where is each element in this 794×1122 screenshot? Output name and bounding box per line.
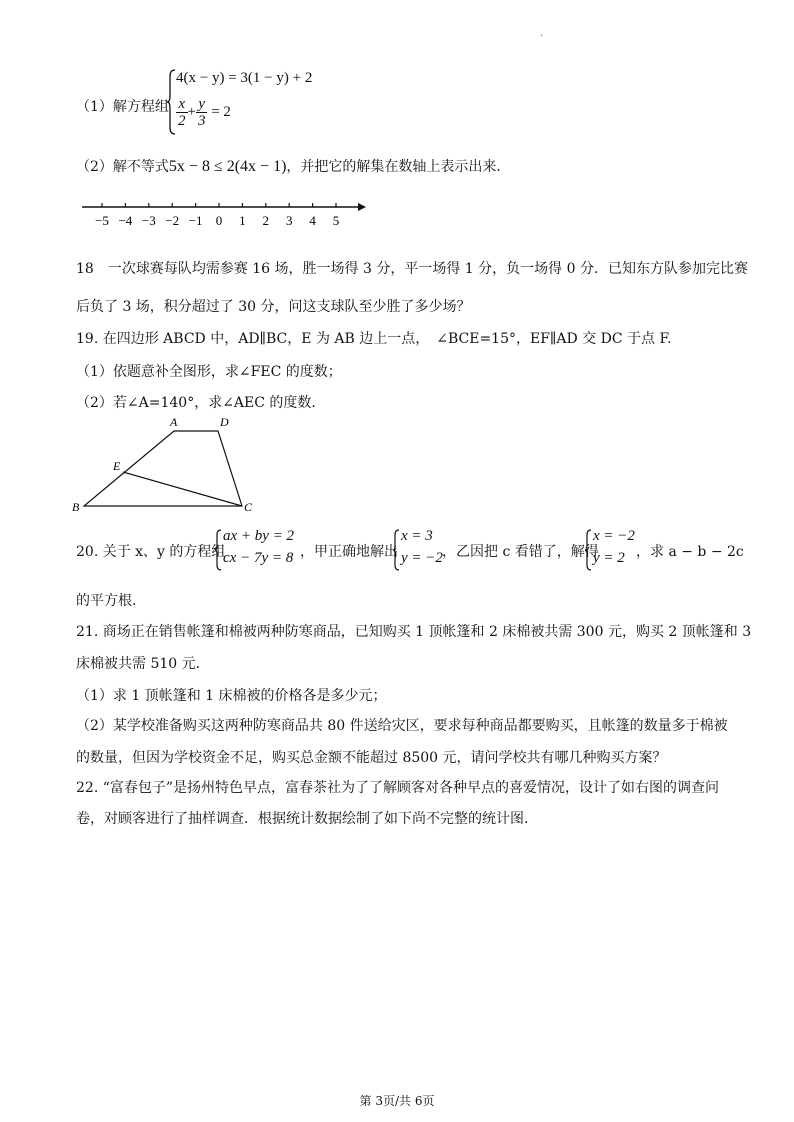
number-line-tick-label: 5 bbox=[332, 213, 340, 228]
label-d: D bbox=[220, 415, 229, 429]
left-brace-icon bbox=[584, 528, 592, 572]
page-footer: 第 3页/共 6页 bbox=[359, 1094, 435, 1108]
arrow-right-icon bbox=[358, 203, 366, 211]
q21-line1: 21. 商场正在销售帐篷和棉被两种防寒商品，已知购买 1 顶帐篷和 2 床棉被共需 300 元，购买 2 顶帐篷和 3 bbox=[76, 624, 752, 640]
q20-system-3: x = −2 y = 2 bbox=[584, 528, 644, 572]
q17-part1-label: （1）解方程组 bbox=[76, 99, 169, 115]
q21-sub2-line2: 的数量，但因为学校资金不足，购买总金额不能超过 8500 元，请问学校共有哪几种购买方案？ bbox=[76, 750, 667, 766]
number-line-tick-label: 2 bbox=[262, 213, 270, 228]
q17-part2: （2）解不等式5x − 8 ≤ 2(4x − 1)，并把它的解集在数轴上表示出来. bbox=[76, 158, 501, 175]
number-line-tick-label: −5 bbox=[95, 213, 109, 228]
segment-ec bbox=[123, 472, 242, 506]
q22-line1: 22. “富春包子”是扬州特色早点，富春茶社为了了解顾客对各种早点的喜爱情况，设计了如右图的调查问 bbox=[76, 780, 720, 796]
left-brace-icon bbox=[392, 528, 400, 572]
number-line-tick-label: 4 bbox=[309, 213, 316, 228]
q17-equation-1: 4(x − y) = 3(1 − y) + 2 bbox=[176, 70, 313, 86]
fraction-y-over-3: $\frac{y}{3}$ bbox=[197, 96, 206, 129]
q17-equation-2: $\frac{x}{2}$ + $\frac{y}{3}$ = 2 bbox=[178, 96, 231, 129]
quadrilateral-figure bbox=[66, 414, 266, 520]
q20-tail: ，求 a − b − 2c bbox=[636, 544, 744, 560]
label-b: B bbox=[72, 500, 80, 514]
fraction-x-over-2: $\frac{x}{2}$ bbox=[178, 96, 186, 129]
left-brace-icon bbox=[214, 528, 222, 572]
quadrilateral-abcd bbox=[84, 431, 242, 506]
q19-line1: 19. 在四边形 ABCD 中，AD∥BC，E 为 AB 边上一点， ∠BCE=15°，EF∥AD 交 DC 于点 F. bbox=[76, 331, 672, 347]
number-line-tick-label: 0 bbox=[215, 213, 223, 228]
q20-mid1: ，甲正确地解出 bbox=[300, 544, 398, 560]
q19-sub2: （2）若∠A=140°，求∠AEC 的度数. bbox=[76, 395, 316, 411]
header-mark: . bbox=[540, 28, 544, 39]
q20-mid2: ，乙因把 c 看错了，解得 bbox=[442, 544, 599, 560]
q22-line2: 卷，对顾客进行了抽样调查．根据统计数据绘制了如下尚不完整的统计图. bbox=[76, 811, 529, 827]
label-c: C bbox=[244, 500, 253, 514]
q17-equation-system bbox=[166, 68, 366, 136]
number-line-tick-label: −2 bbox=[165, 213, 180, 228]
q20-line2: 的平方根. bbox=[76, 593, 137, 609]
number-line-tick-label: −4 bbox=[118, 213, 133, 228]
q18-line2: 后负了 3 场，积分超过了 30 分，问这支球队至少胜了多少场？ bbox=[76, 299, 471, 315]
q21-line2: 床棉被共需 510 元. bbox=[76, 656, 201, 672]
q20-system-2: x = 3 y = −2 bbox=[392, 528, 452, 572]
label-e: E bbox=[113, 459, 121, 473]
q18-line1: 18 一次球赛每队均需参赛 16 场，胜一场得 3 分，平一场得 1 分，负一场得 0 分．已知东方队参加完比赛 bbox=[76, 261, 748, 277]
number-line-tick-label: −1 bbox=[188, 213, 203, 228]
q21-sub1: （1）求 1 顶帐篷和 1 床棉被的价格各是多少元； bbox=[76, 688, 387, 704]
q19-sub1: （1）依题意补全图形，求∠FEC 的度数； bbox=[76, 364, 342, 380]
number-line bbox=[80, 198, 370, 230]
q21-sub2-line1: （2）某学校准备购买这两种防寒商品共 80 件送给灾区，要求每种商品都要购买，且帐篷的数量多于棉被 bbox=[76, 718, 728, 734]
left-brace-icon bbox=[166, 68, 176, 136]
q20-prefix: 20. 关于 x、y 的方程组 bbox=[76, 544, 226, 560]
number-line-tick-label: 3 bbox=[285, 213, 293, 228]
label-a: A bbox=[170, 415, 178, 429]
number-line-tick-label: 1 bbox=[239, 213, 246, 228]
number-line-tick-label: −3 bbox=[141, 213, 156, 228]
q20-system-1: ax + by = 2 cx − 7y = 8 bbox=[214, 528, 304, 572]
